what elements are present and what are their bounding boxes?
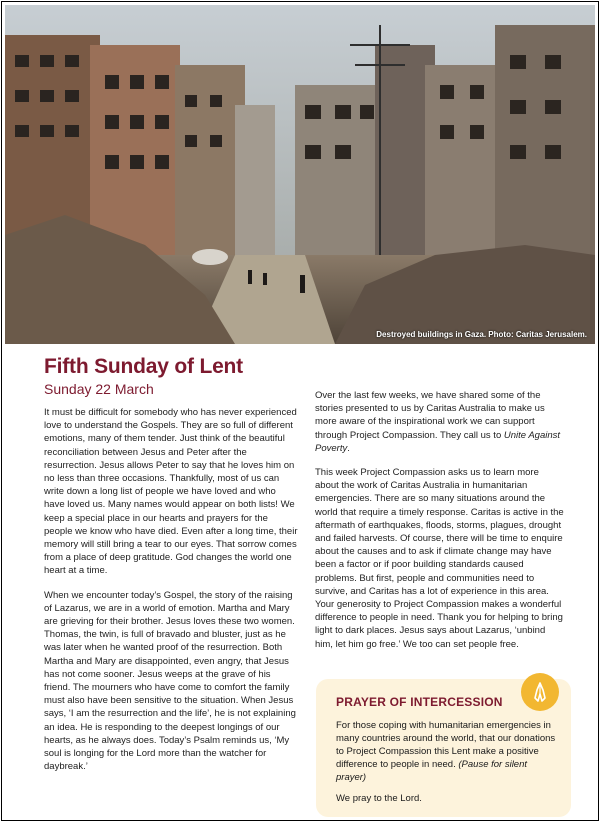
reflection-paragraph-1: It must be difficult for somebody who has never experienced love to understand the Gospels. They are so full of different emotions, many of them tender. Just think of the beautiful reconciliation between Jesus and Peter after the resurrection. Jesus allows Peter to say that he loves him on no less than three occasions. Thankfully, most of us can write down a long list of people we have loved and who have loved us. Many names would appear on both lists! We keep a special place in our hearts and prayers for the people we know who have died. Even after a long time, their memory will still bring a tear to our eyes. That sorrow comes from a place of deep gratitude. God changes the world one heart at a time. bbox=[44, 407, 298, 577]
reflection-paragraph-2: When we encounter today’s Gospel, the story of the raising of Lazarus, we are in a world of emotion. Martha and Mary are grieving for their brother. Jesus loves these two women. Thomas, the twin, is full of bravado and bluster, just as he was later when he wanted proof of the resurrection. Both Martha and Mary are disappointed, even angry, that Jesus has not come sooner. Jesus weeps at the grave of his friend. The mourners who have come to comfort the family must also have been sensitive to the situation. When Jesus says, ‘I am the resurrection and the life’, he is not explaining an idea. He is responding to the deepest longings of our hearts, as he always does. Today’s Psalm reminds us, ‘My soul is longing for the Lord more than the watcher for daybreak.’ bbox=[44, 589, 296, 773]
page-title: Fifth Sunday of Lent bbox=[44, 355, 243, 378]
left-column bbox=[44, 354, 298, 784]
prayer-of-intercession-box bbox=[316, 679, 571, 817]
praying-hands-glyph bbox=[528, 680, 552, 704]
prayer-text bbox=[336, 719, 557, 784]
project-compassion-paragraph-1 bbox=[315, 389, 565, 455]
newsletter-page bbox=[1, 1, 599, 821]
paragraph-1-text: Over the last few weeks, we have shared some of the stories presented to us by Caritas Australia to make us more aware of the inspirational work we can support through Project Compassion. They call us to bbox=[315, 390, 545, 441]
project-compassion-paragraph-2: This week Project Compassion asks us to learn more about the work of Caritas Australia in humanitarian emergencies. There are so many situations around the world that require a timely response. Caritas is active in the aftermath of earthquakes, floods, storms, plagues, drought and failed harvests. Of course, there will be time to enquire about the causes and to ask if climate change may have been a factor or if poor building standards caused problems. But first, people and communities need to survive, and Caritas has a lot of experience in this area. Your generosity to Project Compassion makes a wonderful difference to people in need. Thank you for helping to bring light to dark places. Jesus says about Lazarus, ‘unbind him, let him go free.’ We too can set people free. bbox=[315, 467, 564, 650]
prayer-response: We pray to the Lord. bbox=[336, 793, 422, 804]
gaza-photo bbox=[5, 5, 595, 344]
date-subtitle: Sunday 22 March bbox=[44, 381, 154, 397]
prayer-instruction: (Pause for silent prayer) bbox=[336, 759, 528, 783]
praying-hands-icon bbox=[521, 673, 559, 711]
right-column bbox=[315, 389, 565, 662]
prayer-body: For those coping with humanitarian emergencies in many countries around the world, that our donations to Project Compassion this Lent make a positive difference to people in need. bbox=[336, 720, 556, 770]
unite-against-poverty-text: Unite Against Poverty bbox=[315, 429, 561, 454]
destroyed-buildings-illustration bbox=[5, 5, 595, 344]
prayer-heading: PRAYER OF INTERCESSION bbox=[336, 695, 503, 709]
photo-caption: Destroyed buildings in Gaza. Photo: Caritas Jerusalem. bbox=[376, 330, 587, 339]
paragraph-1-end: . bbox=[347, 442, 350, 454]
